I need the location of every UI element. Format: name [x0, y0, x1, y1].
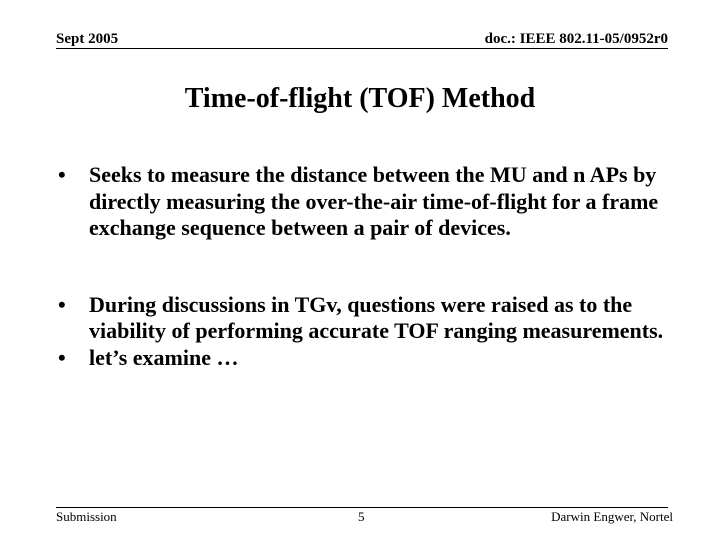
- bullet-dot-icon: •: [58, 162, 66, 187]
- bullet-dot-icon: •: [58, 291, 66, 317]
- bullet-item: [56, 345, 666, 372]
- bullet-text: During discussions in TGv, questions were raised as to the viability of performing accurate TOF ranging measurements.: [89, 291, 664, 343]
- bullet-text: Seeks to measure the distance between the MU and n APs by directly measuring the over-the-air time-of-flight for a frame exchange sequence between a pair of devices.: [89, 162, 659, 240]
- slide-title: Time-of-flight (TOF) Method: [184, 83, 536, 114]
- bullet-list: [56, 162, 666, 371]
- bullet-item: [56, 162, 666, 242]
- bullet-dot-icon: •: [58, 344, 66, 370]
- bullet-item: [56, 292, 666, 345]
- footer-page-number: 5: [358, 509, 365, 524]
- footer-author: Darwin Engwer, Nortel: [551, 509, 673, 524]
- header-date: Sept 2005: [56, 31, 119, 47]
- header-doc-id: doc.: IEEE 802.11-05/0952r0: [484, 31, 668, 47]
- footer-submission: Submission: [56, 509, 117, 524]
- footer-divider: [56, 507, 668, 508]
- header-divider: [56, 48, 668, 49]
- bullet-text: let’s examine …: [89, 344, 239, 370]
